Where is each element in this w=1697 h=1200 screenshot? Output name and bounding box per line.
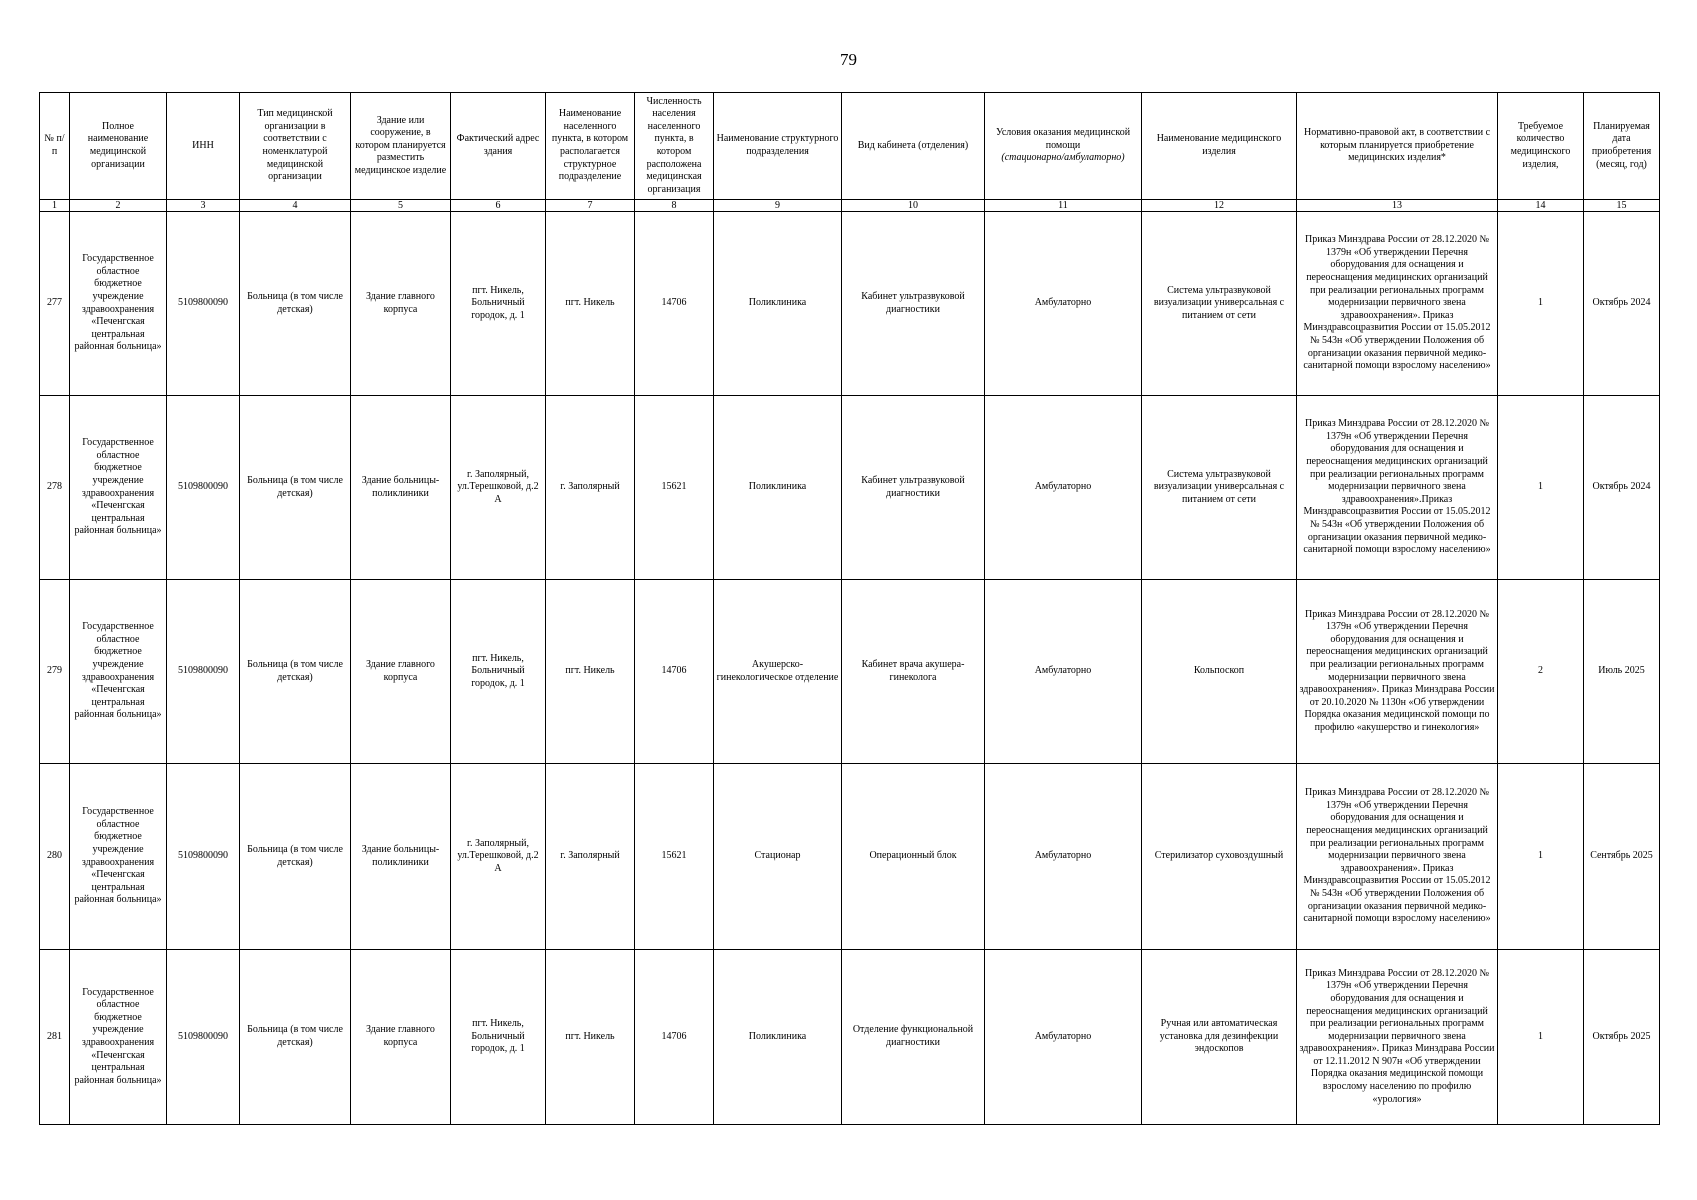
col-number: 10 <box>842 200 985 212</box>
cell-basis: Приказ Минздрава России от 28.12.2020 № 1379н «Об утверждении Перечня оборудования для оснащения и переоснащения медицинских организаций при реализации региональных программ модернизации первичного звена здравоохранения». Приказ Минздрава России от 20.10.2020 № 1130н «Об утверждении Порядка оказания медицинской помощи по профилю «акушерство и гинекология» <box>1297 580 1498 764</box>
cell-org: Государственное областное бюджетное учреждение здравоохранения «Печенгская центральная районная больница» <box>70 396 167 580</box>
col-header-conditions-note: (стационарно/амбулаторно) <box>1001 152 1125 164</box>
col-header-room: Вид кабинета (отделения) <box>842 93 985 200</box>
col-number: 2 <box>70 200 167 212</box>
cell-inn: 5109800090 <box>167 764 240 950</box>
cell-population: 15621 <box>635 764 714 950</box>
col-header-num: № п/п <box>40 93 70 200</box>
cell-date: Октябрь 2024 <box>1584 396 1660 580</box>
cell-locality: пгт. Никель <box>546 212 635 396</box>
cell-num: 279 <box>40 580 70 764</box>
cell-num: 277 <box>40 212 70 396</box>
cell-room: Операционный блок <box>842 764 985 950</box>
cell-date: Октябрь 2025 <box>1584 950 1660 1125</box>
cell-unit: Поликлиника <box>714 950 842 1125</box>
cell-unit: Поликлиника <box>714 212 842 396</box>
cell-locality: пгт. Никель <box>546 950 635 1125</box>
cell-inn: 5109800090 <box>167 212 240 396</box>
cell-locality: г. Заполярный <box>546 396 635 580</box>
cell-conditions: Амбулаторно <box>985 764 1142 950</box>
cell-org: Государственное областное бюджетное учреждение здравоохранения «Печенгская центральная районная больница» <box>70 212 167 396</box>
cell-address: г. Заполярный, ул.Терешковой, д.2 А <box>451 396 546 580</box>
cell-unit: Стационар <box>714 764 842 950</box>
cell-conditions: Амбулаторно <box>985 950 1142 1125</box>
col-header-inn: ИНН <box>167 93 240 200</box>
col-number: 5 <box>351 200 451 212</box>
cell-room: Кабинет ультразвуковой диагностики <box>842 212 985 396</box>
cell-basis: Приказ Минздрава России от 28.12.2020 № 1379н «Об утверждении Перечня оборудования для оснащения и переоснащения медицинских организаций при реализации региональных программ модернизации первичного звена здравоохранения».Приказ Минздравсоцразвития России от 15.05.2012 № 543н «Об утверждении Положения об организации оказания первичной медико-санитарной помощи взрослому населению» <box>1297 396 1498 580</box>
cell-inn: 5109800090 <box>167 950 240 1125</box>
table-row <box>40 580 1660 764</box>
col-number: 1 <box>40 200 70 212</box>
col-header-conditions <box>985 93 1142 200</box>
page-number: 79 <box>840 50 857 69</box>
col-number: 15 <box>1584 200 1660 212</box>
col-number: 4 <box>240 200 351 212</box>
cell-device: Система ультразвуковой визуализации универсальная с питанием от сети <box>1142 396 1297 580</box>
col-header-date: Планируемая дата приобретения (месяц, год) <box>1584 93 1660 200</box>
cell-locality: пгт. Никель <box>546 580 635 764</box>
col-header-address: Фактический адрес здания <box>451 93 546 200</box>
col-header-population: Численность населения населенного пункта, в котором расположена медицинская организация <box>635 93 714 200</box>
cell-unit: Акушерско-гинекологическое отделение <box>714 580 842 764</box>
col-header-quantity: Требуемое количество медицинского изделия, <box>1498 93 1584 200</box>
cell-population: 14706 <box>635 950 714 1125</box>
cell-room: Кабинет врача акушера-гинеколога <box>842 580 985 764</box>
cell-type: Больница (в том числе детская) <box>240 212 351 396</box>
cell-building: Здание больницы-поликлиники <box>351 764 451 950</box>
cell-device: Система ультразвуковой визуализации универсальная с питанием от сети <box>1142 212 1297 396</box>
col-number: 8 <box>635 200 714 212</box>
cell-address: пгт. Никель, Больничный городок, д. 1 <box>451 212 546 396</box>
cell-quantity: 2 <box>1498 580 1584 764</box>
cell-type: Больница (в том числе детская) <box>240 396 351 580</box>
col-number: 13 <box>1297 200 1498 212</box>
col-header-building: Здание или сооружение, в котором планируется разместить медицинское изделие <box>351 93 451 200</box>
cell-device: Стерилизатор суховоздушный <box>1142 764 1297 950</box>
cell-type: Больница (в том числе детская) <box>240 950 351 1125</box>
table-header <box>40 93 1660 212</box>
table-body <box>40 212 1660 1125</box>
cell-conditions: Амбулаторно <box>985 212 1142 396</box>
col-header-unit: Наименование структурного подразделения <box>714 93 842 200</box>
col-number: 6 <box>451 200 546 212</box>
cell-population: 15621 <box>635 396 714 580</box>
cell-locality: г. Заполярный <box>546 764 635 950</box>
cell-quantity: 1 <box>1498 950 1584 1125</box>
cell-type: Больница (в том числе детская) <box>240 580 351 764</box>
cell-device: Кольпоскоп <box>1142 580 1297 764</box>
table-row <box>40 764 1660 950</box>
col-header-basis: Нормативно-правовой акт, в соответствии с которым планируется приобретение медицинских изделия* <box>1297 93 1498 200</box>
equipment-register-table <box>39 92 1660 1125</box>
cell-population: 14706 <box>635 580 714 764</box>
column-headers-row <box>40 93 1660 200</box>
col-number: 14 <box>1498 200 1584 212</box>
cell-num: 281 <box>40 950 70 1125</box>
col-header-org: Полное наименование медицинской организации <box>70 93 167 200</box>
cell-basis: Приказ Минздрава России от 28.12.2020 № 1379н «Об утверждении Перечня оборудования для оснащения и переоснащения медицинских организаций при реализации региональных программ модернизации первичного звена здравоохранения». Приказ Минздрава России от 12.11.2012 N 907н «Об утверждении Порядка оказания медицинской помощи взрослому населению по профилю «урология» <box>1297 950 1498 1125</box>
cell-date: Октябрь 2024 <box>1584 212 1660 396</box>
cell-device: Ручная или автоматическая установка для дезинфекции эндоскопов <box>1142 950 1297 1125</box>
col-number: 9 <box>714 200 842 212</box>
table-row <box>40 396 1660 580</box>
cell-conditions: Амбулаторно <box>985 580 1142 764</box>
cell-building: Здание больницы-поликлиники <box>351 396 451 580</box>
cell-address: г. Заполярный, ул.Терешковой, д.2 А <box>451 764 546 950</box>
cell-conditions: Амбулаторно <box>985 396 1142 580</box>
cell-building: Здание главного корпуса <box>351 212 451 396</box>
cell-address: пгт. Никель, Больничный городок, д. 1 <box>451 580 546 764</box>
cell-building: Здание главного корпуса <box>351 580 451 764</box>
cell-org: Государственное областное бюджетное учреждение здравоохранения «Печенгская центральная районная больница» <box>70 764 167 950</box>
col-header-device: Наименование медицинского изделия <box>1142 93 1297 200</box>
cell-org: Государственное областное бюджетное учреждение здравоохранения «Печенгская центральная районная больница» <box>70 580 167 764</box>
column-numbers-row <box>40 200 1660 212</box>
cell-quantity: 1 <box>1498 764 1584 950</box>
cell-type: Больница (в том числе детская) <box>240 764 351 950</box>
cell-org: Государственное областное бюджетное учреждение здравоохранения «Печенгская центральная районная больница» <box>70 950 167 1125</box>
cell-num: 278 <box>40 396 70 580</box>
cell-building: Здание главного корпуса <box>351 950 451 1125</box>
col-number: 7 <box>546 200 635 212</box>
cell-inn: 5109800090 <box>167 396 240 580</box>
cell-quantity: 1 <box>1498 396 1584 580</box>
cell-population: 14706 <box>635 212 714 396</box>
col-number: 11 <box>985 200 1142 212</box>
cell-unit: Поликлиника <box>714 396 842 580</box>
cell-inn: 5109800090 <box>167 580 240 764</box>
cell-room: Кабинет ультразвуковой диагностики <box>842 396 985 580</box>
col-header-type: Тип медицинской организации в соответствии с номенклатурой медицинской организации <box>240 93 351 200</box>
col-header-locality: Наименование населенного пункта, в котором располагается структурное подразделение <box>546 93 635 200</box>
cell-basis: Приказ Минздрава России от 28.12.2020 № 1379н «Об утверждении Перечня оборудования для оснащения и переоснащения медицинских организаций при реализации региональных программ модернизации первичного звена здравоохранения». Приказ Минздравсоцразвития России от 15.05.2012 № 543н «Об утверждении Положения об организации оказания первичной медико-санитарной помощи взрослому населению» <box>1297 212 1498 396</box>
cell-room: Отделение функциональной диагностики <box>842 950 985 1125</box>
table-row <box>40 950 1660 1125</box>
cell-num: 280 <box>40 764 70 950</box>
cell-date: Сентябрь 2025 <box>1584 764 1660 950</box>
cell-date: Июль 2025 <box>1584 580 1660 764</box>
col-number: 12 <box>1142 200 1297 212</box>
cell-address: пгт. Никель, Больничный городок, д. 1 <box>451 950 546 1125</box>
col-number: 3 <box>167 200 240 212</box>
cell-basis: Приказ Минздрава России от 28.12.2020 № 1379н «Об утверждении Перечня оборудования для оснащения и переоснащения медицинских организаций при реализации региональных программ модернизации первичного звена здравоохранения». Приказ Минздравсоцразвития России от 15.05.2012 № 543н «Об утверждении Положения об организации оказания первичной медико-санитарной помощи взрослому населению» <box>1297 764 1498 950</box>
col-header-conditions-label: Условия оказания медицинской помощи <box>995 127 1131 151</box>
cell-quantity: 1 <box>1498 212 1584 396</box>
table-row <box>40 212 1660 396</box>
